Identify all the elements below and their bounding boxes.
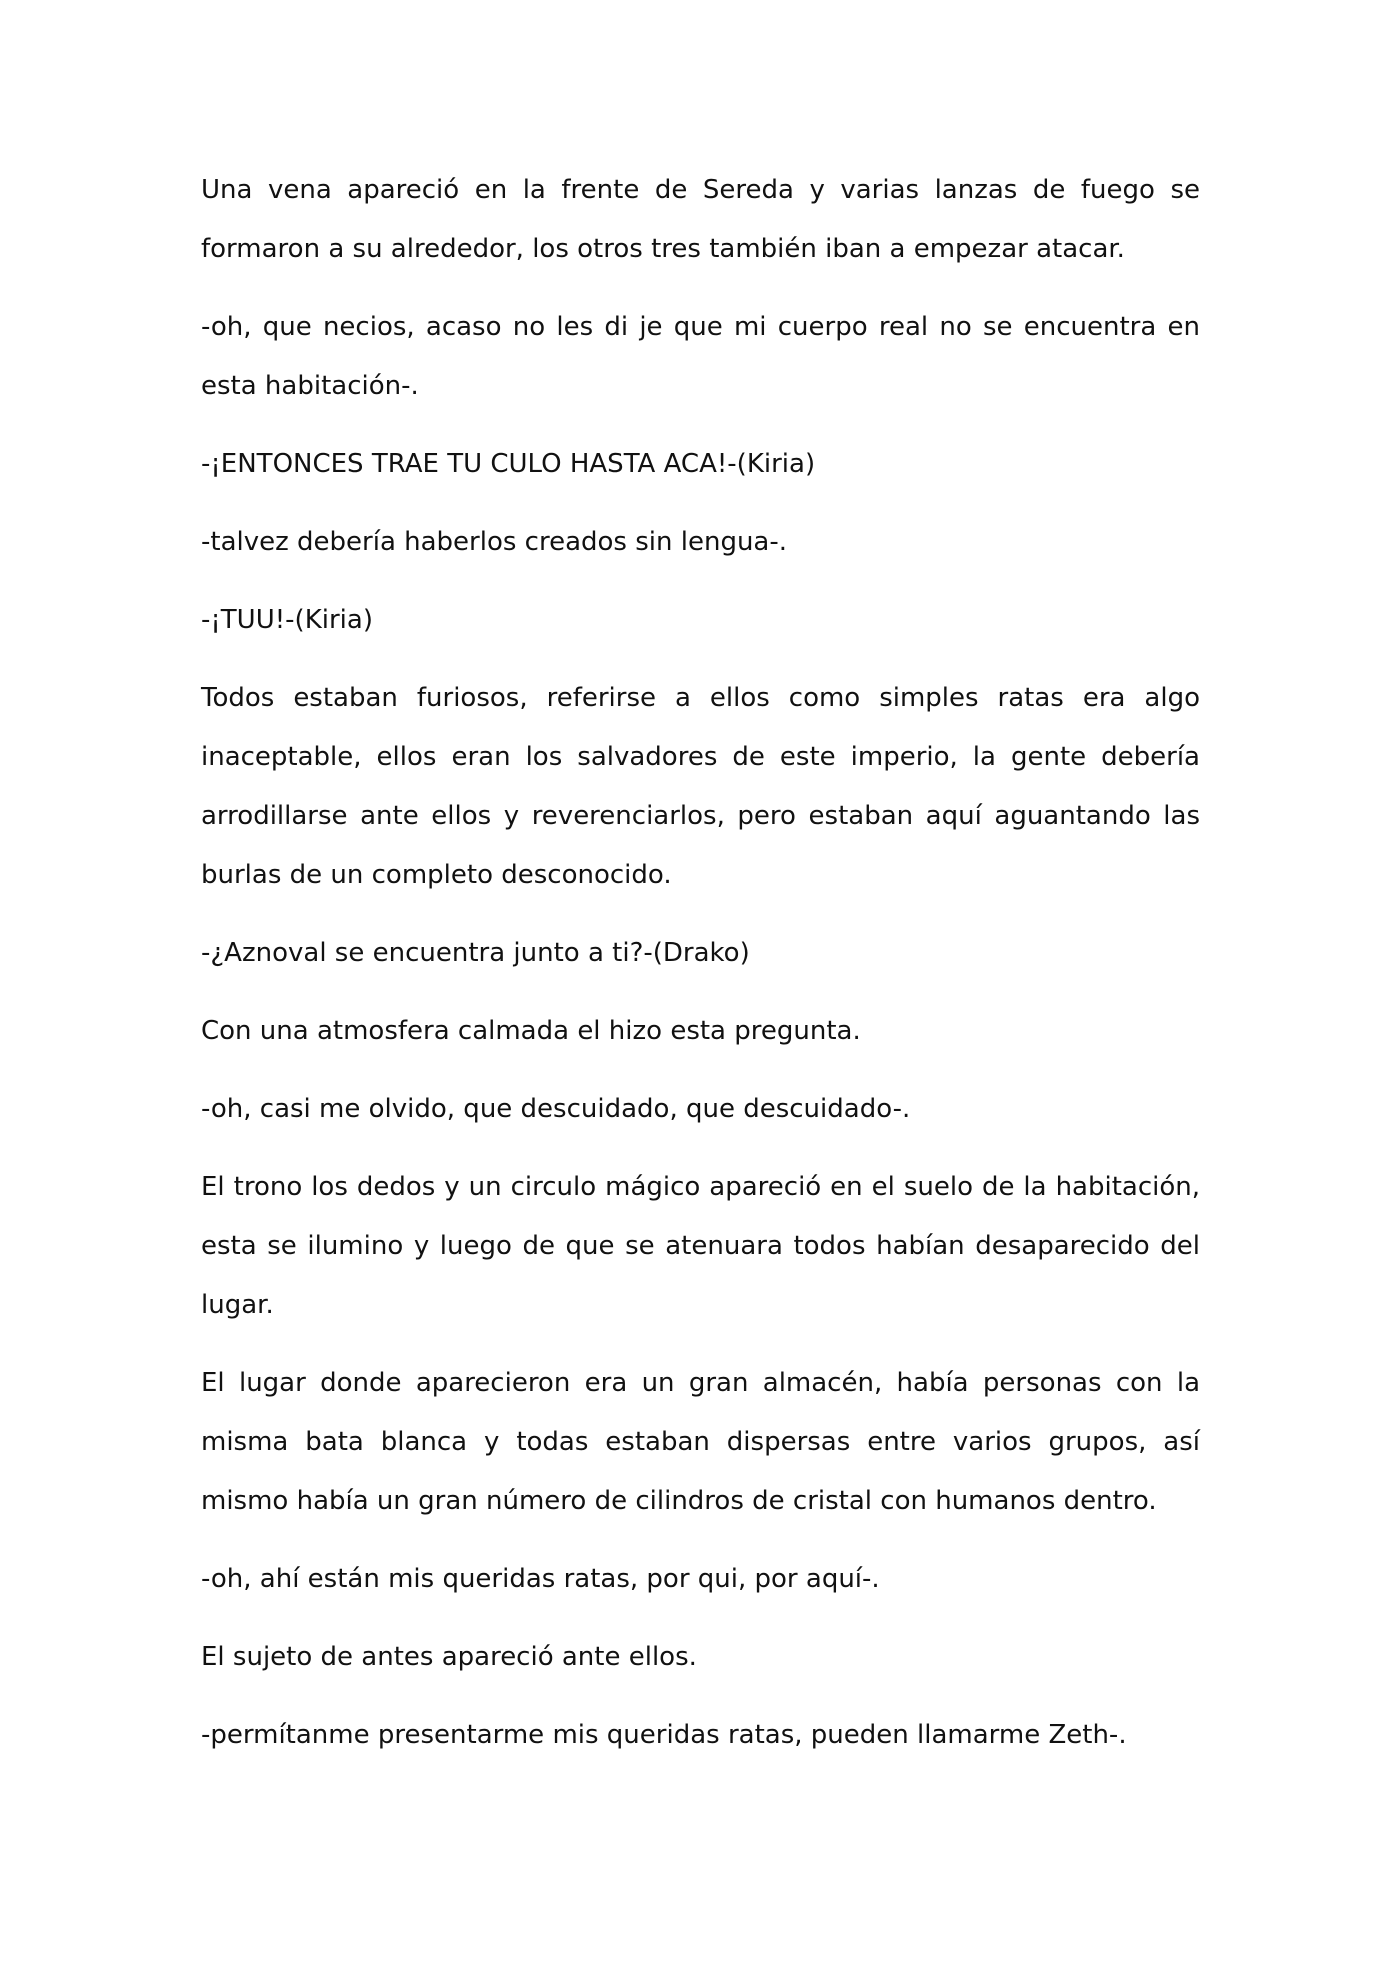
paragraph: Una vena apareció en la frente de Sereda y varias lanzas de fuego se formaron a su alrededor, los otros tres también iban a empezar atacar. [201,175,1200,264]
dialogue-line: -oh, que necios, acaso no les di je que mi cuerpo real no se encuentra en esta habitación-. [201,312,1200,401]
dialogue-line: -talvez debería haberlos creados sin lengua-. [201,527,788,557]
paragraph: El trono los dedos y un circulo mágico apareció en el suelo de la habitación, esta se ilumino y luego de que se atenuara todos habían desaparecido del lugar. [201,1172,1200,1320]
paragraph: Todos estaban furiosos, referirse a ellos como simples ratas era algo inaceptable, ellos eran los salvadores de este imperio, la gente debería arrodillarse ante ellos y reverenciarlos, pero estaban aquí aguantando las burlas de un completo desconocido. [201,683,1200,890]
body-text [201,161,1200,1784]
paragraph: Con una atmosfera calmada el hizo esta pregunta. [201,1016,861,1046]
dialogue-line: -permítanme presentarme mis queridas ratas, pueden llamarme Zeth-. [201,1720,1127,1750]
dialogue-line: -¿Aznoval se encuentra junto a ti?-(Drako) [201,938,750,968]
paragraph: El sujeto de antes apareció ante ellos. [201,1642,697,1672]
dialogue-line: -¡TUU!-(Kiria) [201,605,373,635]
dialogue-line: -¡ENTONCES TRAE TU CULO HASTA ACA!-(Kiria) [201,449,816,479]
dialogue-line: -oh, casi me olvido, que descuidado, que descuidado-. [201,1094,911,1124]
dialogue-line: -oh, ahí están mis queridas ratas, por qui, por aquí-. [201,1564,880,1594]
paragraph: El lugar donde aparecieron era un gran almacén, había personas con la misma bata blanca y todas estaban dispersas entre varios grupos, así mismo había un gran número de cilindros de cristal con humanos dentro. [201,1368,1200,1516]
